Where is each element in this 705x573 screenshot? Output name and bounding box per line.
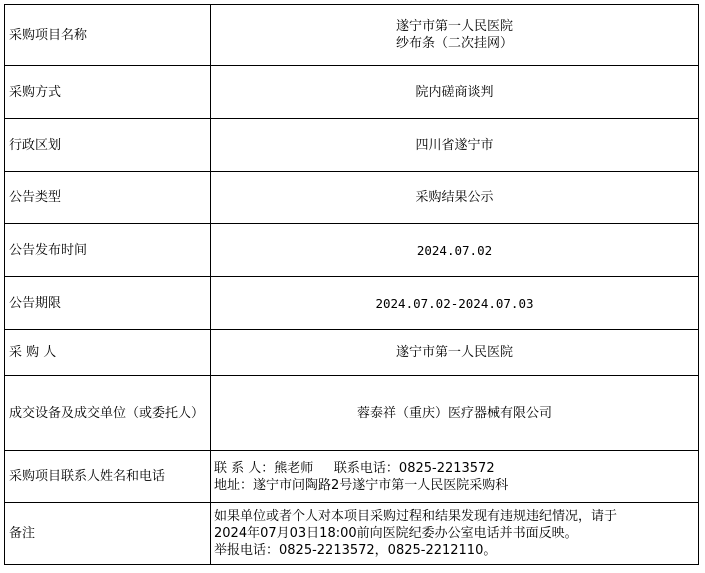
remarks-line1: 如果单位或者个人对本项目采购过程和结果发现有违规违纪情况，请于 bbox=[214, 509, 618, 524]
row-method bbox=[5, 66, 699, 119]
project-name-line1: 遂宁市第一人民医院 bbox=[395, 19, 513, 34]
procurement-result-table bbox=[4, 4, 699, 565]
notice-type-label: 公告类型 bbox=[5, 172, 211, 224]
purchaser-value: 遂宁市第一人民医院 bbox=[211, 330, 699, 376]
region-value: 四川省遂宁市 bbox=[211, 119, 699, 172]
project-name-line2: 纱布条（二次挂网） bbox=[395, 36, 513, 51]
publish-date-value: 2024.07.02 bbox=[211, 224, 699, 277]
remarks-label: 备注 bbox=[5, 503, 211, 565]
period-value: 2024.07.02-2024.07.03 bbox=[211, 277, 699, 330]
row-contact bbox=[5, 451, 699, 503]
period-label: 公告期限 bbox=[5, 277, 211, 330]
row-period bbox=[5, 277, 699, 330]
row-project-name bbox=[5, 5, 699, 66]
purchaser-label: 采 购 人 bbox=[5, 330, 211, 376]
winner-label: 成交设备及成交单位（或委托人） bbox=[5, 376, 211, 451]
row-publish-date bbox=[5, 224, 699, 277]
method-label: 采购方式 bbox=[5, 66, 211, 119]
contact-line1: 联 系 人：熊老师 联系电话：0825-2213572 bbox=[214, 460, 495, 476]
remarks-value bbox=[211, 503, 699, 565]
remarks-line3: 举报电话：0825-2213572，0825-2212110。 bbox=[214, 543, 497, 558]
region-label: 行政区划 bbox=[5, 119, 211, 172]
contact-value bbox=[211, 451, 699, 503]
project-name-value bbox=[211, 5, 699, 66]
notice-type-value: 采购结果公示 bbox=[211, 172, 699, 224]
winner-value: 蓉泰祥（重庆）医疗器械有限公司 bbox=[211, 376, 699, 451]
row-region bbox=[5, 119, 699, 172]
row-winner bbox=[5, 376, 699, 451]
remarks-line2: 2024年07月03日18:00前向医院纪委办公室电话并书面反映。 bbox=[214, 526, 578, 541]
publish-date-label: 公告发布时间 bbox=[5, 224, 211, 277]
row-purchaser bbox=[5, 330, 699, 376]
contact-label: 采购项目联系人姓名和电话 bbox=[5, 451, 211, 503]
project-name-label: 采购项目名称 bbox=[5, 5, 211, 66]
contact-line2: 地址：遂宁市问陶路2号遂宁市第一人民医院采购科 bbox=[214, 477, 509, 493]
row-remarks bbox=[5, 503, 699, 565]
method-value: 院内磋商谈判 bbox=[211, 66, 699, 119]
row-notice-type bbox=[5, 172, 699, 224]
